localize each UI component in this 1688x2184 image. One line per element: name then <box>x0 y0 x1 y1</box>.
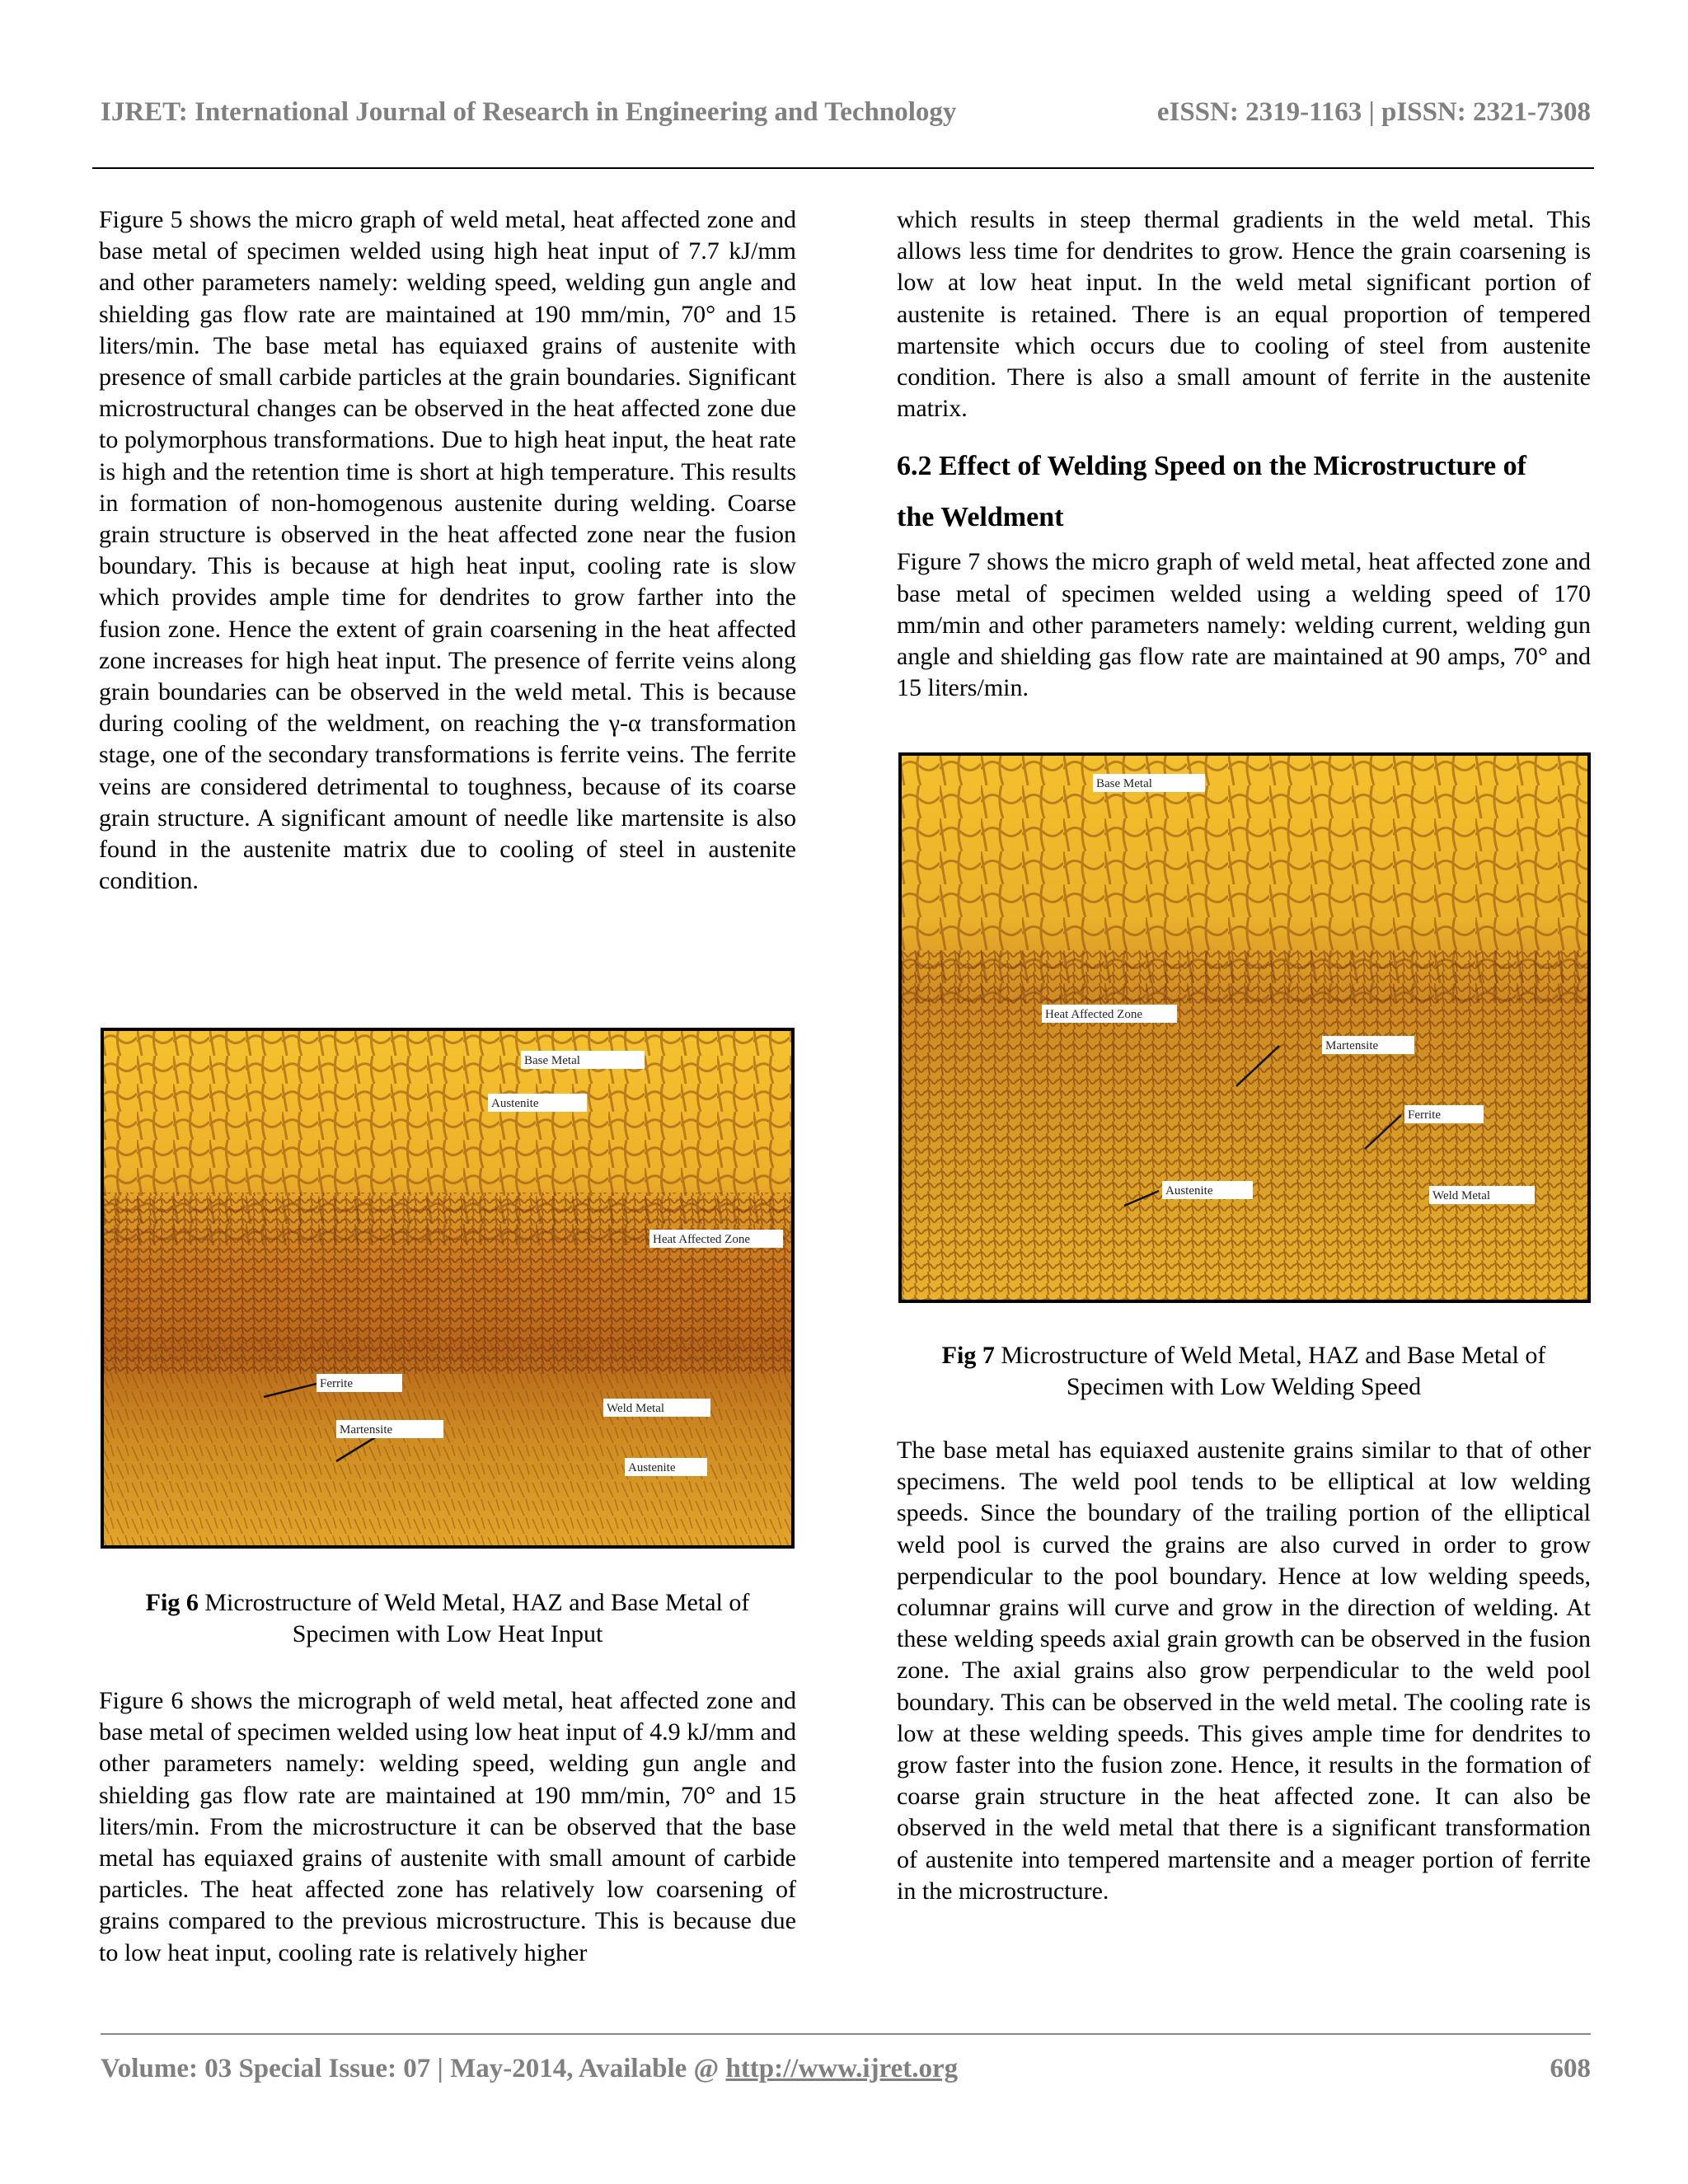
svg-text:Weld Metal: Weld Metal <box>1432 1189 1491 1202</box>
micrograph-fig7-image <box>898 752 1591 1303</box>
paragraph: Figure 7 shows the micro graph of weld metal, heat affected zone and base metal of specimen welded using a welding speed of 170 mm/min and other parameters namely: welding current, welding gun angle and shielding gas flow rate are maintained at 90 amps, 70° and 15 liters/min. <box>897 548 1591 702</box>
svg-text:Base Metal: Base Metal <box>1096 777 1152 790</box>
svg-text:Martensite: Martensite <box>1325 1039 1379 1052</box>
figure-6-caption <box>101 1587 795 1650</box>
paragraph: The base metal has equiaxed austenite grains similar to that of other specimens. The weld pool tends to be elliptical at low welding speeds. Since the boundary of the trailing portion of the elliptical weld pool is curved the grains are also curved in order to grow perpendicular to the pool boundary. Hence at low welding speeds, columnar grains will curve and grow in the direction of welding. At these welding speeds axial grain growth can be observed in the fusion zone. The axial grains also grow perpendicular to the weld pool boundary. This can be observed in the weld metal. The cooling rate is low at these welding speeds. This gives ample time for dendrites to grow faster into the fusion zone. Hence, it results in the formation of coarse grain structure in the heat affected zone. It can also be observed in the weld metal that there is a significant transformation of austenite into tempered martensite and a meager portion of ferrite in the microstructure. <box>897 1436 1591 1905</box>
issn-text: eISSN: 2319-1163 | pISSN: 2321-7308 <box>1156 97 1591 127</box>
label-base-metal <box>1093 774 1205 792</box>
micrograph-fig6-image <box>101 1028 795 1549</box>
label-weld-metal <box>1429 1186 1535 1204</box>
label-base-metal <box>521 1051 645 1069</box>
right-column-top <box>897 204 1591 704</box>
page-footer <box>101 2054 1591 2084</box>
journal-title: IJRET: International Journal of Research in Engineering and Technology <box>101 97 957 127</box>
label-heat-affected-zone <box>1042 1005 1177 1023</box>
svg-text:Austenite: Austenite <box>628 1461 676 1474</box>
caption-line2: Specimen with Low Welding Speed <box>1066 1373 1422 1400</box>
caption-line1: Microstructure of Weld Metal, HAZ and Base Metal of <box>1001 1342 1546 1369</box>
caption-line2: Specimen with Low Heat Input <box>292 1620 603 1647</box>
figure-7-caption <box>897 1340 1591 1403</box>
svg-text:Weld Metal: Weld Metal <box>607 1402 665 1415</box>
paragraph: which results in steep thermal gradients in the weld metal. This allows less time for dendrites to grow. Hence the grain coarsening is low at low heat input. In the weld metal significant portion of austenite is retained. There is an equal proportion of tempered martensite which occurs due to cooling of steel from austenite condition. There is also a small amount of ferrite in the austenite matrix. <box>897 206 1591 423</box>
figure-6-micrograph <box>101 1028 795 1549</box>
svg-text:Heat Affected Zone: Heat Affected Zone <box>1045 1008 1143 1021</box>
svg-text:Ferrite: Ferrite <box>1408 1108 1441 1122</box>
right-column-bottom <box>897 1435 1591 1907</box>
paragraph: Figure 6 shows the micrograph of weld metal, heat affected zone and base metal of specimen welded using low heat input of 4.9 kJ/mm and other parameters namely: welding speed, welding gun angle and shielding gas flow rate are maintained at 190 mm/min, 70° and 15 liters/min. From the microstructure it can be observed that the base metal has equiaxed grains of austenite with small amount of carbide particles. The heat affected zone has relatively low coarsening of grains compared to the previous microstructure. This is because due to low heat input, cooling rate is relatively higher <box>99 1687 796 1966</box>
label-austenite-top <box>488 1094 587 1112</box>
svg-text:Austenite: Austenite <box>491 1097 539 1110</box>
label-weld-metal <box>603 1399 710 1417</box>
svg-text:Ferrite: Ferrite <box>320 1377 353 1390</box>
caption-label: Fig 6 <box>145 1589 199 1616</box>
journal-link[interactable]: http://www.ijret.org <box>725 2054 959 2083</box>
figure-7-micrograph <box>898 752 1591 1303</box>
caption-label: Fig 7 <box>941 1342 995 1369</box>
volume-info <box>101 2054 958 2084</box>
caption-line1: Microstructure of Weld Metal, HAZ and Base Metal of <box>204 1589 750 1616</box>
left-column-bottom <box>99 1685 796 1969</box>
paragraph: Figure 5 shows the micro graph of weld metal, heat affected zone and base metal of specimen welded using high heat input of 7.7 kJ/mm and other parameters namely: welding speed, welding gun angle and shielding gas flow rate are maintained at 190 mm/min, 70° and 15 liters/min. The base metal has equiaxed grains of austenite with presence of small carbide particles at the grain boundaries. Significant microstructural changes can be observed in the heat affected zone due to polymorphous transformations. Due to high heat input, the heat rate is high and the retention time is short at high temperature. This results in formation of non-homogenous austenite during welding. Coarse grain structure is observed in the heat affected zone near the fusion boundary. This is because at high heat input, cooling rate is slow which provides ample time for dendrites to grow farther into the fusion zone. Hence the extent of grain coarsening in the heat affected zone increases for high heat input. The presence of ferrite veins along grain boundaries can be observed in the weld metal. This is because during cooling of the weldment, on reaching the γ-α transformation stage, one of the secondary transformations is ferrite veins. The ferrite veins are considered detrimental to toughness, because of its coarse grain structure. A significant amount of needle like martensite is also found in the austenite matrix due to cooling of steel in austenite condition. <box>99 206 796 895</box>
svg-text:Heat Affected Zone: Heat Affected Zone <box>653 1233 751 1246</box>
svg-text:Austenite: Austenite <box>1165 1184 1213 1197</box>
section-heading <box>897 441 1591 543</box>
svg-text:Martensite: Martensite <box>340 1423 393 1436</box>
page-number: 608 <box>1550 2054 1591 2083</box>
label-heat-affected-zone <box>649 1230 783 1248</box>
header-rule <box>92 167 1594 169</box>
svg-text:Base Metal: Base Metal <box>524 1054 580 1067</box>
footer-rule <box>101 2033 1591 2035</box>
page-header <box>101 97 1591 138</box>
label-austenite-bottom <box>625 1458 707 1476</box>
volume-text: Volume: 03 Special Issue: 07 | May-2014, Available @ <box>101 2054 726 2083</box>
heading-line2: the Weldment <box>897 502 1064 533</box>
heading-line1: 6.2 Effect of Welding Speed on the Microstructure of <box>897 451 1526 482</box>
left-column-top <box>99 204 796 897</box>
